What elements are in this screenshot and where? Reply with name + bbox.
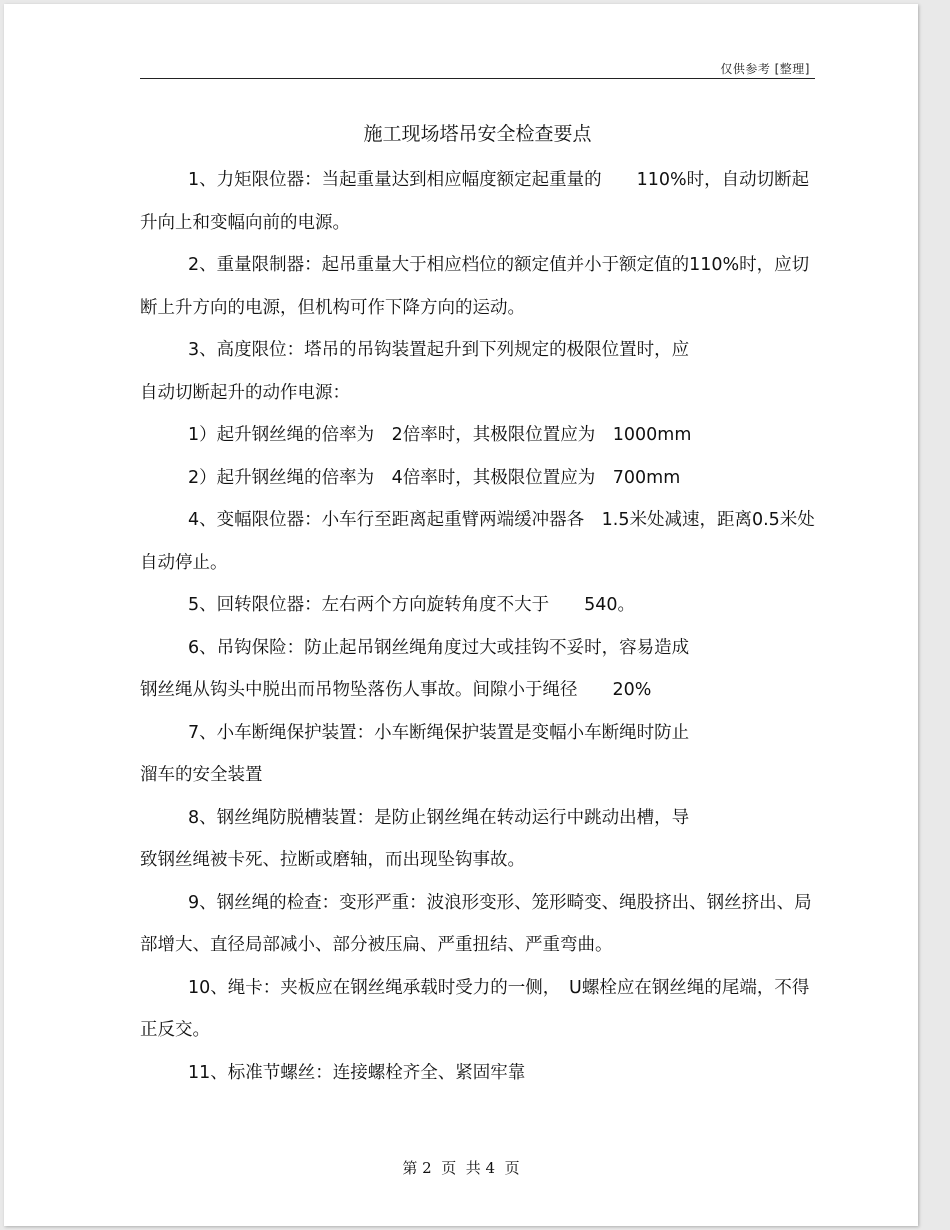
paragraph-8: 8、钢丝绳防脱槽装置：是防止钢丝绳在转动运行中跳动出槽，导 致钢丝绳被卡死、拉断或磨轴，而出现坠钩事故。 bbox=[140, 807, 690, 870]
paragraph-9: 9、钢丝绳的检查：变形严重：波浪形变形、笼形畸变、绳股挤出、钢丝挤出、局部增大、直径局部减小、部分被压扁、严重扭结、严重弯曲。 bbox=[140, 892, 812, 955]
paragraph-2: 2、重量限制器：起吊重量大于相应档位的额定值并小于额定值的110%时，应切断上升方向的电源，但机构可作下降方向的运动。 bbox=[140, 255, 810, 318]
paragraph-1: 1、力矩限位器：当起重量达到相应幅度额定起重量的 110%时，自动切断起升向上和变幅向前的电源。 bbox=[140, 170, 810, 233]
paragraph-11: 11、标准节螺丝：连接螺栓齐全、紧固牢靠 bbox=[188, 1062, 526, 1083]
paragraph-4: 4、变幅限位器：小车行至距离起重臂两端缓冲器各 1.5米处减速，距离0.5米处自动停止。 bbox=[140, 510, 815, 573]
document-page bbox=[4, 4, 918, 1226]
document-title: 施工现场塔吊安全检查要点 bbox=[363, 123, 592, 145]
paragraph-7: 7、小车断绳保护装置：小车断绳保护装置是变幅小车断绳时防止 溜车的安全装置 bbox=[140, 722, 690, 785]
paragraph-6: 6、吊钩保险：防止起吊钢丝绳角度过大或挂钩不妥时，容易造成 钢丝绳从钩头中脱出而吊物坠落伤人事故。间隙小于绳径 20% bbox=[140, 637, 690, 700]
paragraph-3-item-1: 1）起升钢丝绳的倍率为 2倍率时，其极限位置应为 1000mm bbox=[188, 425, 692, 445]
header-note: 仅供参考 [整理] bbox=[720, 62, 810, 76]
page-number: 第 2 页 共 4 页 bbox=[402, 1159, 520, 1177]
header-divider bbox=[140, 78, 815, 79]
paragraph-3-item-2: 2）起升钢丝绳的倍率为 4倍率时，其极限位置应为 700mm bbox=[188, 467, 681, 488]
paragraph-10: 10、绳卡：夹板应在钢丝绳承载时受力的一侧， U螺栓应在钢丝绳的尾端，不得正反交。 bbox=[140, 977, 810, 1040]
paragraph-3: 3、高度限位：塔吊的吊钩装置起升到下列规定的极限位置时，应 自动切断起升的动作电源： bbox=[140, 340, 690, 403]
document-body bbox=[140, 159, 815, 1094]
paragraph-5: 5、回转限位器：左右两个方向旋转角度不大于 540。 bbox=[188, 595, 636, 615]
